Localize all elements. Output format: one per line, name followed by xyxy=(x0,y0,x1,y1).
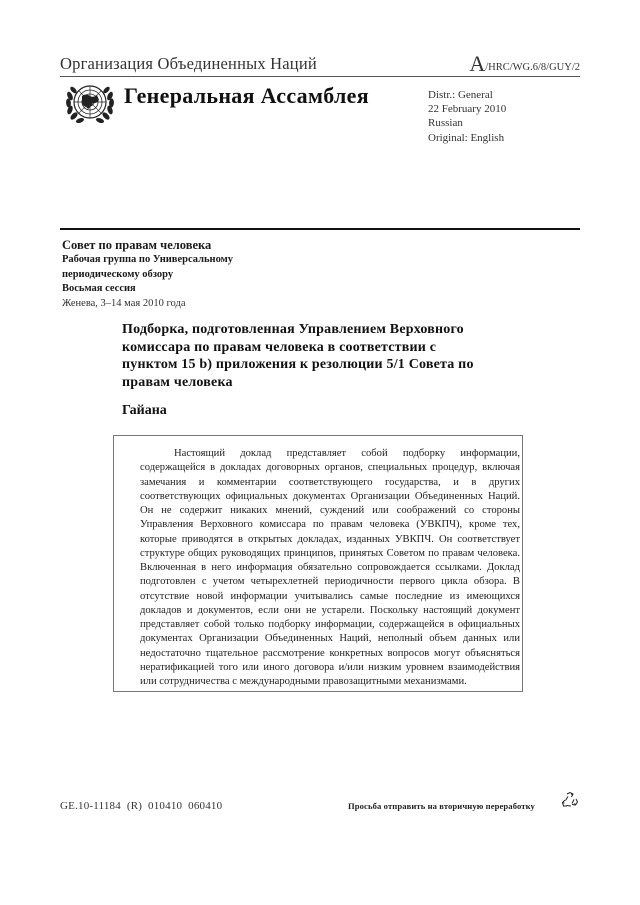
document-title-line: комиссара по правам человека в соответствии с xyxy=(122,339,437,355)
session-place-date: Женева, 3–14 мая 2010 года xyxy=(62,297,186,309)
council-title: Совет по правам человека xyxy=(62,238,212,252)
symbol-prefix: A xyxy=(469,51,486,76)
council-block xyxy=(62,238,233,311)
symbol-code: /HRC/WG.6/8/GUY/2 xyxy=(485,62,580,73)
section-rule xyxy=(60,228,580,230)
distribution-type: Distr.: General xyxy=(428,89,493,101)
session-label: Восьмая сессия xyxy=(62,283,136,295)
distribution-info xyxy=(428,88,506,145)
country-heading: Гайана xyxy=(122,403,167,418)
document-language: Russian xyxy=(428,117,463,130)
header-rule xyxy=(60,76,580,77)
assembly-title: Генеральная Ассамблея xyxy=(124,83,369,108)
document-code: GE.10-11184 (R) 010410 060410 xyxy=(60,800,223,812)
document-title xyxy=(122,321,542,391)
recycle-icon xyxy=(561,791,579,809)
working-group-line-1: Рабочая группа по Универсальному xyxy=(62,254,234,265)
un-emblem-icon xyxy=(64,80,116,126)
document-title-line: правам человека xyxy=(122,374,233,390)
document-title-line: Подборка, подготовленная Управлением Верховного xyxy=(122,322,464,337)
document-symbol xyxy=(469,53,580,75)
original-language: Original: English xyxy=(428,131,505,144)
summary-box xyxy=(113,435,523,692)
organization-name: Организация Объединенных Наций xyxy=(60,54,317,73)
document-title-line: пунктом 15 b) приложения к резолюции 5/1 Совета по xyxy=(122,357,474,373)
document-date: 22 February 2010 xyxy=(428,103,507,116)
recycle-notice: Просьба отправить на вторичную переработку xyxy=(348,801,535,811)
working-group-line-2: периодическому обзору xyxy=(62,268,174,280)
summary-text: Настоящий доклад представляет собой подборку информации, содержащейся в докладах договорных органов, специальных процедур, включая замечания и комментарии соответствующего государства, и в других соответствующих официальных документах Организации Объединенных Наций. Он не содержит никаких мнений, суждений или соображений со стороны Управления Верховного комиссара по правам человека (УВКПЧ), кроме тех, которые приводятся в открытых докладах, изданных УВКПЧ. Он соответствует структуре общих руководящих принципов, принятых Советом по правам человека. Включенная в него информация обязательно сопровождается ссылками. Доклад подготовлен с учетом четырехлетней периодичности первого цикла обзора. В отсутствие новой информации учитывались самые последние из имеющихся докладов и документов, если они не устарели. Поскольку настоящий документ представляет собой только подборку информации, содержащейся в официальных документах Организации Объединенных Наций, неполный объем данных или недостаточно тщательное рассмотрение конкретных вопросов могут объясняться нератификацией того или иного договора и/или низким уровнем взаимодействия или сотрудничества с международными правозащитными механизмами. xyxy=(140,448,520,687)
